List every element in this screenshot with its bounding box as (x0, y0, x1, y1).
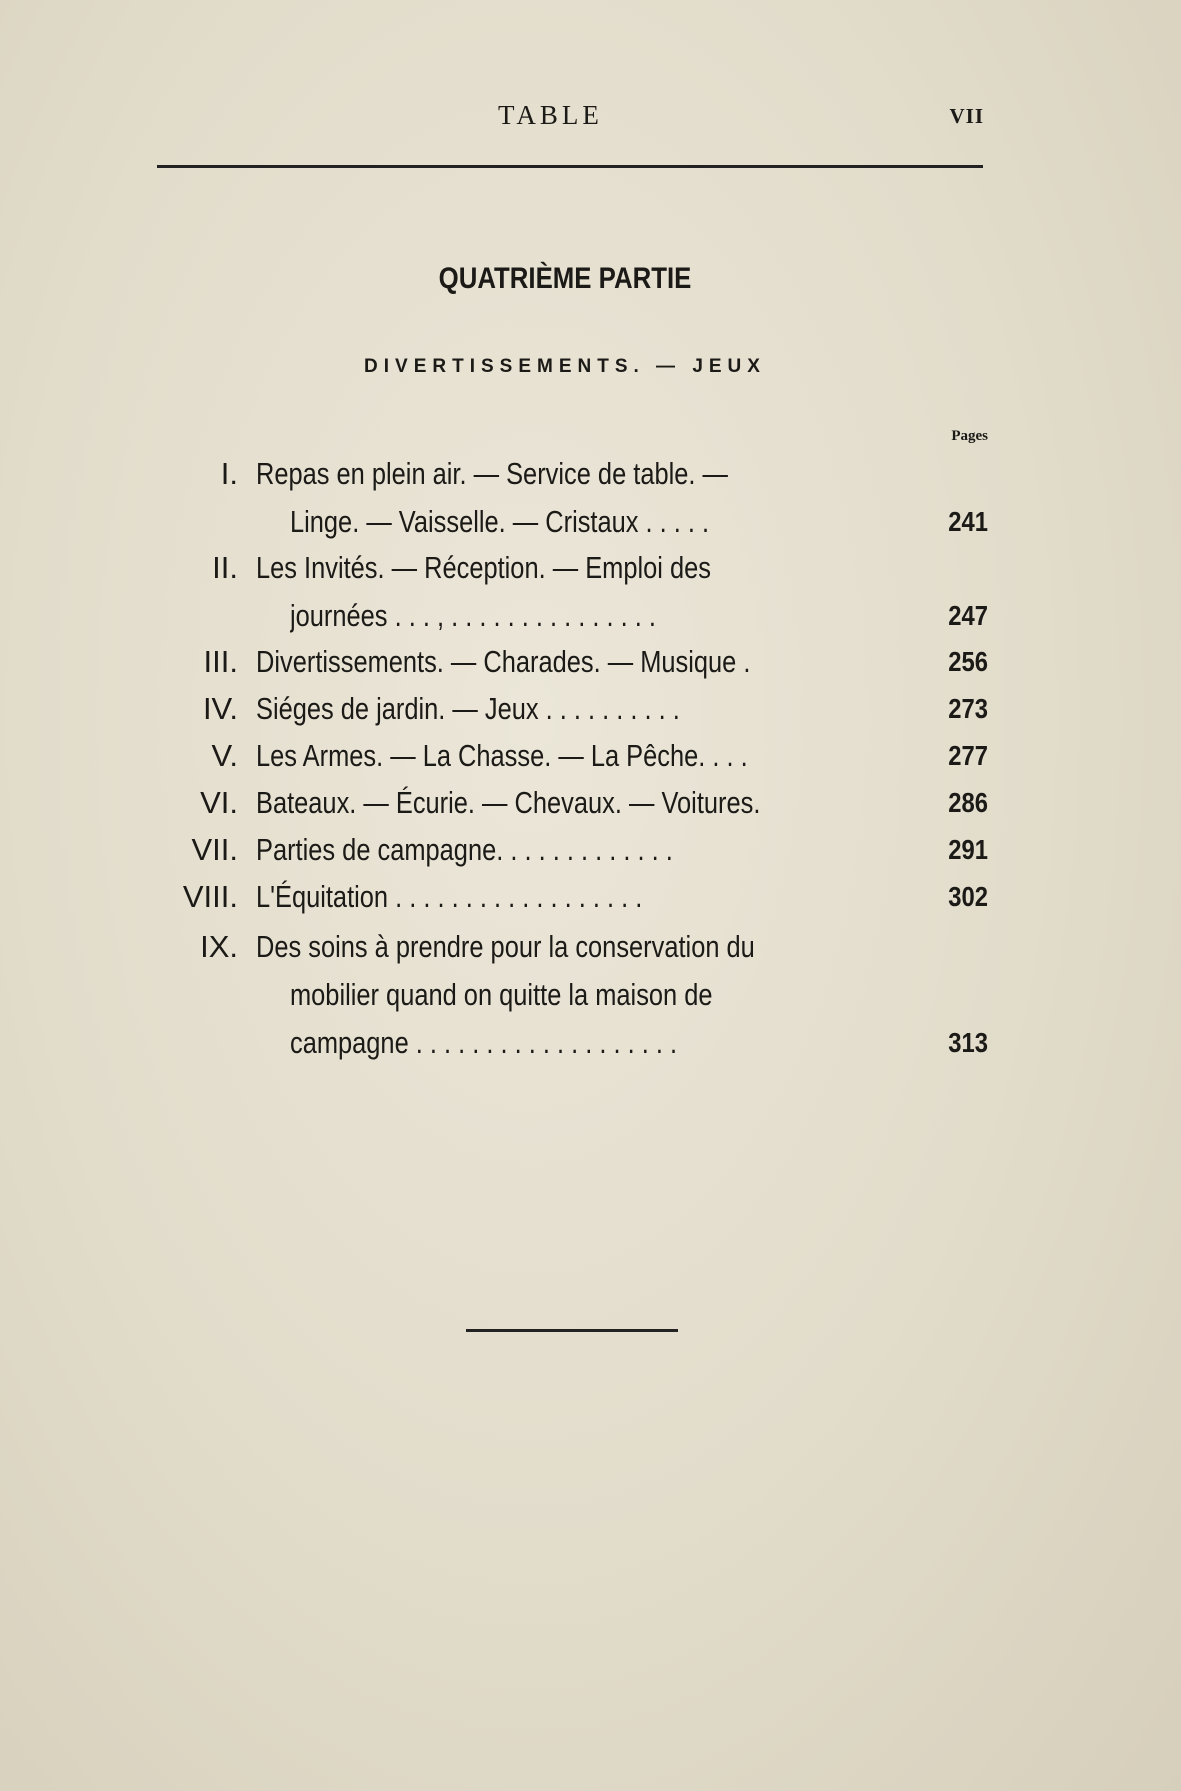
entry-page-number: 286 (948, 787, 988, 818)
entry-page-number: 256 (948, 646, 988, 677)
pages-column-label: Pages (951, 428, 988, 444)
running-title: TABLE (498, 100, 603, 130)
entry-title-line: Linge. — Vaisselle. — Cristaux . . . . . (290, 504, 710, 539)
part-title: QUATRIÈME PARTIE (438, 262, 692, 295)
closing-rule (466, 1329, 678, 1332)
entry-title-line: Bateaux. — Écurie. — Chevaux. — Voitures. (256, 785, 761, 820)
entry-title-line: mobilier quand on quitte la maison de (290, 977, 713, 1012)
entry-page-number: 313 (948, 1027, 988, 1058)
entry-title-line: campagne . . . . . . . . . . . . . . . . . . . (290, 1025, 678, 1060)
entry-title-line: Les Armes. — La Chasse. — La Pêche. . . . (256, 738, 748, 773)
entry-number: II. (212, 550, 238, 585)
entry-number: VIII. (182, 879, 238, 914)
entry-title-line: Divertissements. — Charades. — Musique . (256, 644, 751, 679)
entry-number: IX. (200, 929, 238, 964)
entry-page-number: 291 (948, 834, 988, 865)
entry-page-number: 302 (948, 881, 988, 912)
entry-number: III. (203, 644, 238, 679)
entry-number: IV. (202, 691, 238, 726)
entry-page-number: 241 (948, 506, 988, 537)
entry-title-line: Les Invités. — Réception. — Emploi des (256, 550, 711, 585)
entry-page-number: 277 (948, 740, 988, 771)
entry-page-number: 273 (948, 693, 988, 724)
entry-title-line: Parties de campagne. . . . . . . . . . . . . (256, 832, 673, 867)
entry-number: VI. (200, 785, 238, 820)
entry-title-line: L'Équitation . . . . . . . . . . . . . . . . . . (256, 879, 643, 914)
entry-number: I. (220, 456, 238, 491)
entry-title-line: Des soins à prendre pour la conservation du (256, 929, 755, 964)
entry-title-line: Siéges de jardin. — Jeux . . . . . . . . . . (256, 691, 680, 726)
entry-number: VII. (191, 832, 238, 867)
entry-number: V. (211, 738, 238, 773)
entry-page-number: 247 (948, 600, 988, 631)
entry-title-line: Repas en plein air. — Service de table. — (256, 456, 728, 491)
page-folio: VII (949, 104, 984, 128)
part-subtitle: DIVERTISSEMENTS. — JEUX (364, 356, 766, 377)
entry-title-line: journées . . . , . . . . . . . . . . . . . . . (290, 598, 656, 633)
